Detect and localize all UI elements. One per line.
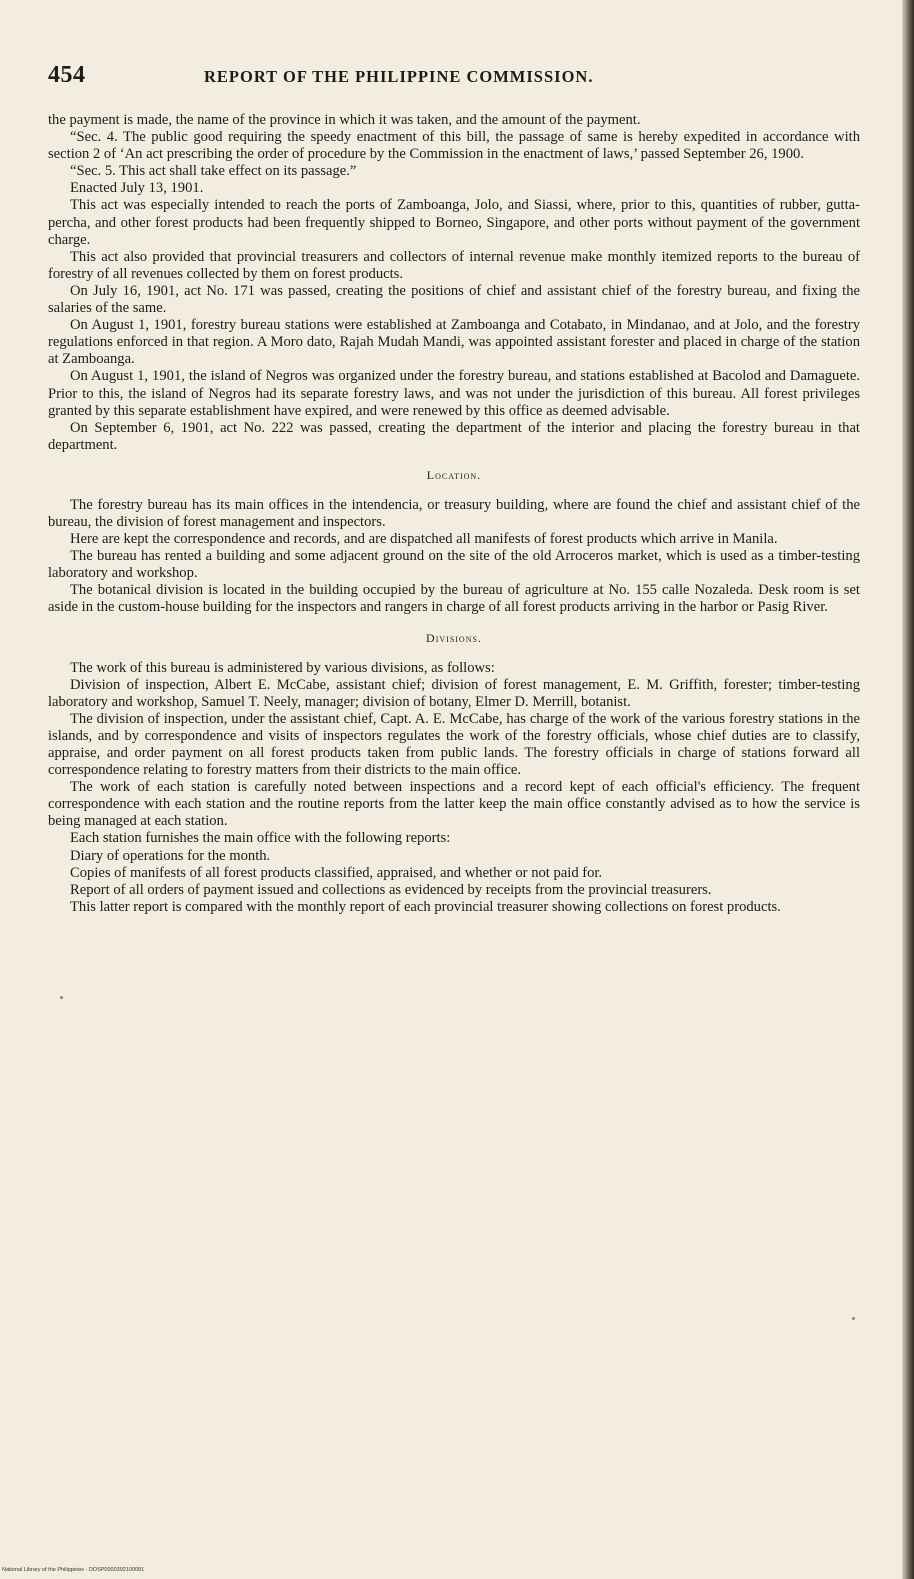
paragraph: Copies of manifests of all forest products classified, appraised, and whether or not paid for. xyxy=(70,864,603,881)
paragraph: The work of this bureau is administered by various divisions, as follows: xyxy=(70,659,495,676)
paragraph: On August 1, 1901, the island of Negros was organized under the forestry bureau, and stations established at Bacolod and Damaguete. Prior to this, the island of Negros had its separate forestry laws, and was not under the jurisdiction of this bureau. All forest privileges granted by this separate establishment have expired, and were renewed by this office as deemed advisable. xyxy=(48,368,860,419)
paragraph: Report of all orders of payment issued and collections as evidenced by receipts from the provincial treasurers. xyxy=(70,881,712,898)
paragraph: This act was especially intended to reach the ports of Zamboanga, Jolo, and Siassi, where, prior to this, quantities of rubber, gutta-percha, and other forest products had been frequently shipped to Borneo, Singapore, and other ports without payment of the government charge. xyxy=(48,197,860,248)
paragraph: the payment is made, the name of the province in which it was taken, and the amount of the payment. xyxy=(48,112,641,128)
page-number: 454 xyxy=(48,62,86,88)
paragraph: “Sec. 4. The public good requiring the speedy enactment of this bill, the passage of same is hereby expedited in accordance with section 2 of ‘An act prescribing the order of procedure by the Commission in the enactment of laws,’ passed September 26, 1900. xyxy=(48,129,860,163)
section-heading-divisions: Divisions. xyxy=(426,630,482,645)
paragraph: Here are kept the correspondence and records, and are dispatched all manifests of forest products which arrive in Manila. xyxy=(70,531,778,548)
paragraph: The division of inspection, under the assistant chief, Capt. A. E. McCabe, has charge of the work of the various forestry stations in the islands, and by correspondence and visits of inspectors regulates the work of the forestry officials, whose chief duties are to classify, appraise, and order payment on all forest products taken from public lands. The forestry officials in charge of stations forward all correspondence relating to forestry matters from their districts to the main office. xyxy=(48,710,860,779)
paragraph: The forestry bureau has its main offices in the intendencia, or treasury building, where are found the chief and assistant chief of the bureau, the division of forest management and inspectors. xyxy=(48,496,860,530)
scan-footer-note: National Library of the Philippines · DOSP0000392100091 xyxy=(2,1567,145,1573)
running-head: REPORT OF THE PHILIPPINE COMMISSION. xyxy=(204,67,594,86)
paper-speck xyxy=(852,1317,855,1320)
page-body xyxy=(48,112,860,916)
paper-speck xyxy=(60,996,63,999)
page-header xyxy=(48,62,858,92)
paragraph: This act also provided that provincial treasurers and collectors of internal revenue make monthly itemized reports to the bureau of forestry of all revenues collected by them on forest products. xyxy=(48,248,860,282)
paragraph: Each station furnishes the main office with the following reports: xyxy=(70,830,451,847)
section-heading-location: Location. xyxy=(426,467,482,482)
paragraph: Enacted July 13, 1901. xyxy=(70,180,204,197)
paragraph: The bureau has rented a building and some adjacent ground on the site of the old Arroceros market, which is used as a timber-testing laboratory and workshop. xyxy=(48,548,860,582)
page-binding-edge xyxy=(902,0,914,1579)
paragraph: The work of each station is carefully noted between inspections and a record kept of each official's efficiency. The frequent correspondence with each station and the routine reports from the latter keep the main office constantly advised as to how the service is being managed at each station. xyxy=(48,779,860,830)
paragraph: On September 6, 1901, act No. 222 was passed, creating the department of the interior and placing the forestry bureau in that department. xyxy=(48,419,860,453)
paragraph: “Sec. 5. This act shall take effect on its passage.” xyxy=(70,163,357,180)
paragraph: Division of inspection, Albert E. McCabe, assistant chief; division of forest management, E. M. Griffith, forester; timber-testing laboratory and workshop, Samuel T. Neely, manager; division of botany, Elmer D. Merrill, botanist. xyxy=(48,676,860,710)
paragraph: The botanical division is located in the building occupied by the bureau of agriculture at No. 155 calle Nozaleda. Desk room is set aside in the custom-house building for the inspectors and rangers in charge of all forest products arriving in the harbor or Pasig River. xyxy=(48,582,860,616)
paragraph: This latter report is compared with the monthly report of each provincial treasurer showing collections on forest products. xyxy=(70,898,781,915)
paragraph: On July 16, 1901, act No. 171 was passed, creating the positions of chief and assistant chief of the forestry bureau, and fixing the salaries of the same. xyxy=(48,282,860,317)
paragraph: On August 1, 1901, forestry bureau stations were established at Zamboanga and Cotabato, in Mindanao, and at Jolo, and the forestry regulations enforced in that region. A Moro dato, Rajah Mudah Mandi, was appointed assistant forester and placed in charge of the station at Zamboanga. xyxy=(48,317,860,368)
paragraph: Diary of operations for the month. xyxy=(70,847,271,864)
